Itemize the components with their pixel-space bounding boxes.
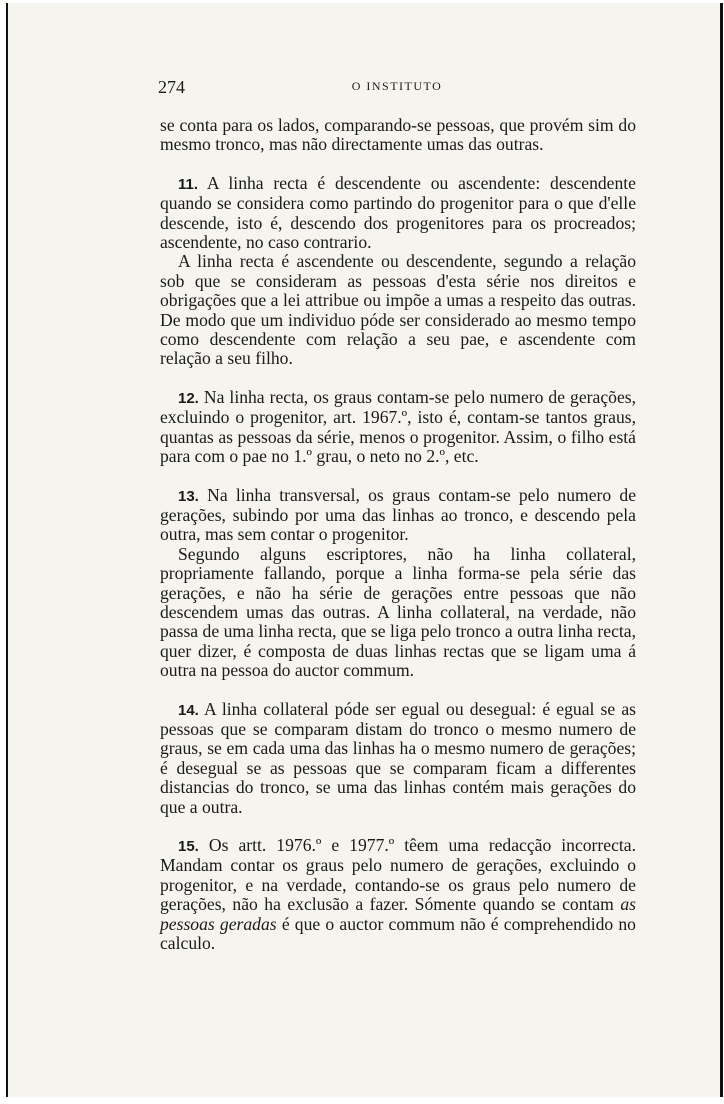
page-header	[158, 77, 636, 101]
paragraph-text: é que o auctor commum não é comprehendido no calculo.	[160, 913, 636, 954]
paragraph-12	[160, 388, 636, 467]
paragraph-number: 11.	[178, 175, 199, 193]
page-body	[160, 116, 636, 953]
paragraph-11-continued	[160, 252, 636, 368]
running-title: O INSTITUTO	[351, 79, 443, 93]
book-page	[6, 3, 723, 1097]
paragraph-number: 14.	[178, 701, 199, 719]
paragraph-15	[160, 836, 636, 953]
paragraph-continuation	[160, 116, 636, 155]
paragraph-13	[160, 486, 636, 545]
paragraph-number: 13.	[178, 487, 199, 505]
italic-phrase: as pessoas geradas	[160, 894, 636, 934]
paragraph-number: 12.	[178, 389, 199, 407]
paragraph-text: A linha recta é descendente ou ascendente: descendente quando se considera como partindo do progenitor para o que d'elle descende, isto é, descendo dos progenitores para os procreados; ascendente, no caso contrario.	[160, 172, 636, 253]
paragraph-number: 15.	[178, 838, 199, 855]
page-number: 274	[158, 77, 185, 97]
paragraph-text: Na linha recta, os graus contam-se pelo numero de gerações, excluindo o progenitor, art. 1967.º, isto é, contam-se tantos graus, quantas as pessoas da série, menos o progenitor. Assim, o filho está para com o pae no 1.º grau, o neto no 2.º, etc.	[160, 386, 636, 467]
paragraph-11	[160, 174, 636, 253]
paragraph-text: se conta para os lados, comparando-se pessoas, que provém sim do mesmo tronco, mas não directamente umas das outras.	[160, 115, 636, 155]
paragraph-text: A linha recta é ascendente ou descendente, segundo a relação sob que se consideram as pessoas d'esta série nos direitos e obrigações que a lei attribue ou impõe a umas a respeito das outras. De modo que um individuo póde ser considerado ao mesmo tempo como descendente com relação a seu pae, e ascendente com relação a seu filho.	[160, 251, 636, 369]
paragraph-text: A linha collateral póde ser egual ou desegual: é egual se as pessoas que se comparam distam do tronco o mesmo numero de graus, se em cada uma das linhas ha o mesmo numero de gerações; é desegual se as pessoas que se comparam ficam a differentes distancias do tronco, se uma das linhas contém mais gerações do que a outra.	[160, 698, 636, 817]
paragraph-text: Os artt. 1976.º e 1977.º têem uma redacção incorrecta. Mandam contar os graus pelo numero de gerações, excluindo o progenitor, e na verdade, contando-se os graus pelo numero de gerações, não ha exclusão a fazer. Sómente quando se contam	[160, 835, 636, 915]
paragraph-13-continued	[160, 545, 636, 681]
paragraph-14	[160, 700, 636, 817]
paragraph-text: Na linha transversal, os graus contam-se pelo numero de gerações, subindo por uma das linhas ao tronco, e descendo pela outra, mas sem contar o progenitor.	[160, 484, 636, 545]
paragraph-text: Segundo alguns escriptores, não ha linha collateral, propriamente fallando, porque a linha forma-se pela série das gerações, e não ha série de gerações entre pessoas que não descendem umas das outras. A linha collateral, na verdade, não passa de uma linha recta, que se liga pelo tronco a outra linha recta, quer dizer, é composta de duas linhas rectas que se ligam uma á outra na pessoa do auctor commum.	[160, 543, 636, 681]
